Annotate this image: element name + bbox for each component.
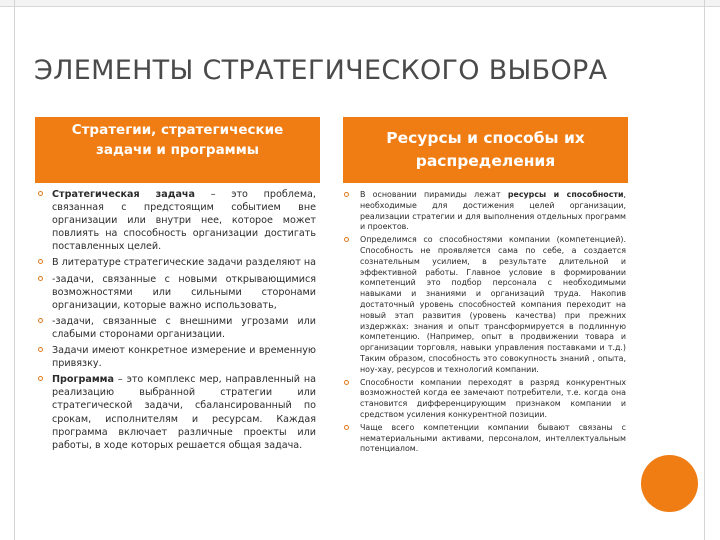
list-item [38,373,316,452]
item-text: Задачи имеют конкретное измерение и временную привязку. [52,345,316,370]
bullet-circle-icon [344,192,349,197]
bullet-circle-icon [38,191,43,196]
left-column-header [35,117,320,183]
bullet-circle-icon [344,425,349,430]
item-text: Способности компании переходят в разряд конкурентных возможностей когда ее замечают потребители, т.е. когда она становится дифференцирующим признаком компании и средством усиления конкурентной позиции. [360,377,626,419]
list-item [38,315,316,341]
item-bold-term: Программа [52,374,114,386]
list-item [38,344,316,370]
list-item [38,188,316,253]
item-text: В литературе стратегические задачи разделяют на [52,257,317,269]
bullet-circle-icon [38,318,43,323]
item-text: Чаще всего компетенции компании бывают связаны с нематериальными активами, персоналом, интеллектуальным потенциалом. [360,422,626,454]
item-bold-term: Стратегическая задача [52,189,195,200]
bullet-circle-icon [38,376,43,381]
list-item [38,273,316,312]
bullet-circle-icon [38,347,43,352]
item-text: , необходимые для достижения целей организации, реализации стратегии и для выполнения отдельных программ и проектов. [360,190,626,232]
list-item [344,190,626,233]
left-column-header-text: Стратегии, стратегические задачи и программы [71,122,284,158]
left-frame-line [14,0,15,540]
decorative-orange-circle [641,455,698,512]
item-pre-text: В основании пирамиды лежат [360,190,508,199]
right-column-header-text: Ресурсы и способы их распределения [386,129,585,170]
item-text: – это проблема, связанная с предстоящим событием вне организации или внутри нее, которое может повлиять на способность организации достигать поставленных целей. [52,189,316,253]
right-column-list [344,190,626,457]
list-item [344,235,626,375]
bullet-circle-icon [344,237,349,242]
left-column-list [38,188,316,455]
bullet-circle-icon [344,380,349,385]
right-frame-line [704,0,705,540]
item-text: -задачи, связанные с новыми открывающимися возможностями или сильными сторонами организации, которые важно использовать, [52,273,316,311]
item-text: – это комплекс мер, направленный на реализацию выбранной стратегии или стратегической задачи, сбалансированный по срокам, исполнителям и ресурсам. Каждая программа включает различные проекты или работы, в ходе которых решается общая задача. [52,374,316,451]
slide-title: ЭЛЕМЕНТЫ СТРАТЕГИЧЕСКОГО ВЫБОРА [34,55,608,87]
right-column-header [343,117,628,183]
top-frame-band [0,0,720,7]
bullet-circle-icon [38,276,43,281]
list-item [344,423,626,455]
item-text: -задачи, связанные с внешними угрозами или слабыми сторонами организации. [52,315,316,340]
list-item [38,256,316,269]
item-bold-term: ресурсы и способности [507,190,624,199]
list-item [344,378,626,421]
item-text: Определимся со способностями компании (компетенцией). Способность не проявляется сама по себе, а создается сознательным усилием, в результате длительной и эффективной работы. Главное условие в формировании компетенций это подбор персонала с необходимыми навыками и знаниями и организаций труда. Накопив достаточный уровень способностей компания переходит на новый этап развития (уровень качества) при прежних издержках: знания и опыт трансформируется в подлинную компетенцию. (Например, опыт в продвижении товара и организации торговля, навыки управления поставками и т.д.) Таким образом, способность это совокупность знаний , опыта, ноу-хау, ресурсов и технологий компании. [360,235,626,374]
bullet-circle-icon [38,259,43,264]
